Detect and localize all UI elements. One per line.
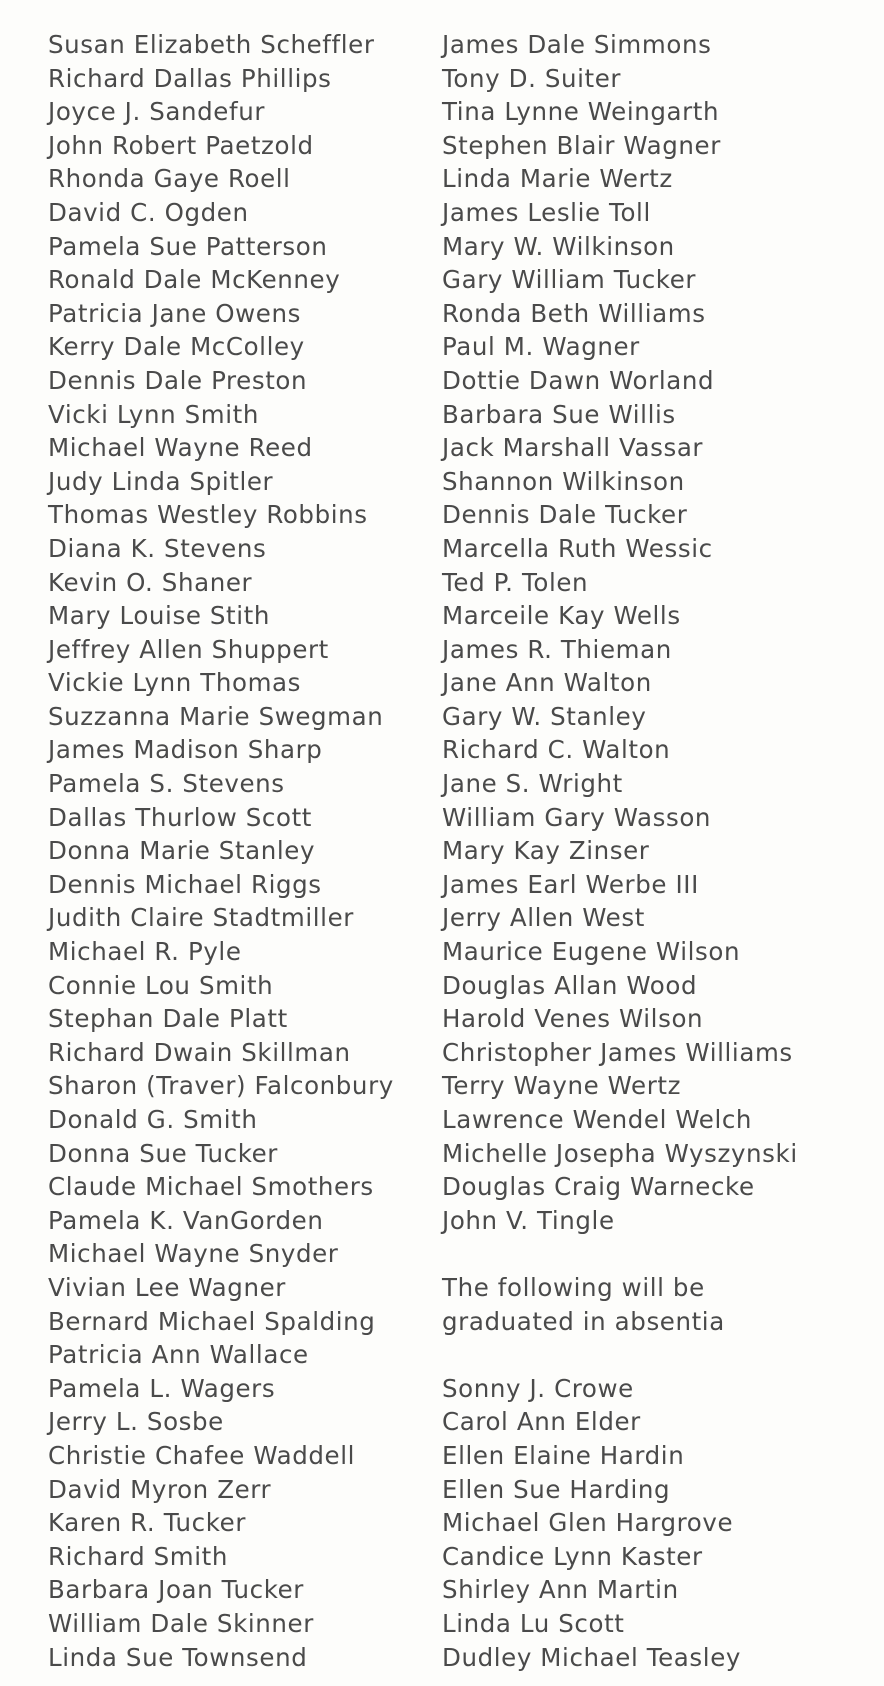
graduate-name: Diana K. Stevens	[48, 533, 267, 563]
graduate-name: Stephan Dale Platt	[48, 1004, 288, 1034]
absentia-graduate-name: Ellen Elaine Hardin	[442, 1440, 685, 1470]
graduate-name: Dottie Dawn Worland	[442, 365, 715, 395]
graduate-name: Richard Dallas Phillips	[48, 63, 332, 93]
graduate-name: Pamela Sue Patterson	[48, 231, 328, 261]
spacer	[442, 1338, 872, 1372]
graduate-name: Michelle Josepha Wyszynski	[442, 1138, 798, 1168]
graduate-name: David Myron Zerr	[48, 1474, 272, 1504]
graduate-name: David C. Ogden	[48, 197, 249, 227]
graduate-name: Gary W. Stanley	[442, 701, 647, 731]
graduate-name: Judy Linda Spitler	[48, 466, 274, 496]
graduate-name: Suzzanna Marie Swegman	[48, 701, 384, 731]
graduate-name: Patricia Ann Wallace	[48, 1340, 309, 1370]
absentia-note: The following will be	[442, 1272, 705, 1302]
graduate-name: Karen R. Tucker	[48, 1508, 247, 1538]
graduate-name: James Earl Werbe III	[442, 869, 699, 899]
spacer	[442, 1237, 872, 1271]
graduate-name: Christie Chafee Waddell	[48, 1440, 356, 1470]
graduate-name: Harold Venes Wilson	[442, 1004, 704, 1034]
graduate-name: Michael R. Pyle	[48, 937, 242, 967]
graduate-name: Kevin O. Shaner	[48, 567, 253, 597]
graduate-name: Linda Sue Townsend	[48, 1642, 308, 1672]
graduate-name: Dennis Dale Tucker	[442, 500, 688, 530]
graduate-name: Stephen Blair Wagner	[442, 130, 721, 160]
graduate-name: Pamela S. Stevens	[48, 769, 285, 799]
absentia-graduate-name: Ellen Sue Harding	[442, 1474, 671, 1504]
graduate-name: Dennis Michael Riggs	[48, 869, 322, 899]
graduate-name: Michael Wayne Reed	[48, 433, 313, 463]
graduate-name: Rhonda Gaye Roell	[48, 164, 291, 194]
graduate-name: Ronda Beth Williams	[442, 298, 706, 328]
absentia-graduate-name: Sonny J. Crowe	[442, 1373, 634, 1403]
graduate-name: Vivian Lee Wagner	[48, 1272, 286, 1302]
graduate-name: Marcella Ruth Wessic	[442, 533, 713, 563]
graduate-name: Donald G. Smith	[48, 1105, 258, 1134]
graduate-name: Tina Lynne Weingarth	[442, 97, 720, 127]
graduate-name: Judith Claire Stadtmiller	[48, 903, 354, 933]
graduate-name: Douglas Craig Warnecke	[442, 1172, 755, 1202]
graduate-name: Maurice Eugene Wilson	[442, 937, 741, 967]
graduate-name: Patricia Jane Owens	[48, 298, 301, 328]
graduate-name: Linda Marie Wertz	[442, 164, 673, 194]
graduate-name: Joyce J. Sandefur	[48, 97, 265, 127]
graduate-name: Terry Wayne Wertz	[442, 1071, 682, 1101]
graduate-name: Christopher James Williams	[442, 1037, 793, 1067]
graduate-name: Jeffrey Allen Shuppert	[48, 634, 329, 664]
graduate-name: Douglas Allan Wood	[442, 970, 698, 1000]
graduate-name: Lawrence Wendel Welch	[442, 1105, 753, 1134]
graduate-name: Shannon Wilkinson	[442, 466, 685, 496]
graduate-name: Ronald Dale McKenney	[48, 265, 341, 295]
graduate-name: Dallas Thurlow Scott	[48, 802, 312, 832]
graduate-name: John V. Tingle	[442, 1205, 615, 1235]
graduate-name: Donna Sue Tucker	[48, 1138, 278, 1168]
graduate-name: Mary Kay Zinser	[442, 836, 650, 866]
graduate-name: Barbara Sue Willis	[442, 399, 676, 429]
graduate-name: Ted P. Tolen	[442, 567, 589, 597]
graduate-name: Donna Marie Stanley	[48, 836, 316, 866]
graduate-name: Bernard Michael Spalding	[48, 1306, 376, 1336]
graduate-name: Pamela K. VanGorden	[48, 1205, 324, 1235]
absentia-graduate-name: Shirley Ann Martin	[442, 1575, 679, 1605]
absentia-note: graduated in absentia	[442, 1306, 725, 1336]
graduate-name: Barbara Joan Tucker	[48, 1575, 304, 1605]
graduate-name: Paul M. Wagner	[442, 332, 640, 362]
absentia-graduate-name: Carol Ann Elder	[442, 1407, 641, 1437]
graduate-name: Richard C. Walton	[442, 735, 671, 765]
graduate-name: Claude Michael Smothers	[48, 1172, 374, 1202]
graduate-name: Dennis Dale Preston	[48, 365, 308, 395]
graduate-name: Kerry Dale McColley	[48, 332, 305, 362]
left-name-column	[48, 28, 428, 1674]
graduate-name: James Dale Simmons	[442, 30, 712, 59]
graduate-name: Gary William Tucker	[442, 265, 697, 295]
graduate-name: James Leslie Toll	[442, 197, 651, 227]
graduate-name: Jane Ann Walton	[442, 668, 652, 698]
absentia-graduate-name: Michael Glen Hargrove	[442, 1508, 734, 1538]
graduate-name: Vicki Lynn Smith	[48, 399, 259, 429]
absentia-graduate-name: Linda Lu Scott	[442, 1608, 625, 1638]
graduate-name: Vickie Lynn Thomas	[48, 668, 302, 698]
graduate-name: Richard Smith	[48, 1541, 228, 1571]
graduate-name: Tony D. Suiter	[442, 63, 622, 93]
right-name-column	[442, 28, 872, 1674]
graduate-name: Jerry Allen West	[442, 903, 645, 933]
graduate-name: William Gary Wasson	[442, 802, 712, 832]
graduate-name: Susan Elizabeth Scheffler	[48, 30, 375, 59]
graduate-name: Jack Marshall Vassar	[442, 433, 704, 463]
graduate-name: James Madison Sharp	[48, 735, 323, 765]
graduate-name: Richard Dwain Skillman	[48, 1037, 351, 1067]
graduate-name: Connie Lou Smith	[48, 970, 274, 1000]
absentia-graduate-name: Dudley Michael Teasley	[442, 1642, 741, 1672]
absentia-graduate-name: Candice Lynn Kaster	[442, 1541, 703, 1571]
graduate-name: Pamela L. Wagers	[48, 1373, 276, 1403]
graduate-name: Mary Louise Stith	[48, 601, 270, 631]
graduate-name: Jane S. Wright	[442, 769, 623, 799]
graduate-name: Michael Wayne Snyder	[48, 1239, 339, 1269]
graduate-name: Sharon (Traver) Falconbury	[48, 1071, 394, 1101]
graduate-name: Jerry L. Sosbe	[48, 1407, 224, 1437]
graduate-name: Marceile Kay Wells	[442, 601, 681, 631]
graduate-name: John Robert Paetzold	[48, 130, 314, 160]
graduate-name: Mary W. Wilkinson	[442, 231, 675, 261]
graduate-name: William Dale Skinner	[48, 1608, 314, 1638]
graduate-name: Thomas Westley Robbins	[48, 500, 368, 530]
graduate-name: James R. Thieman	[442, 634, 672, 664]
